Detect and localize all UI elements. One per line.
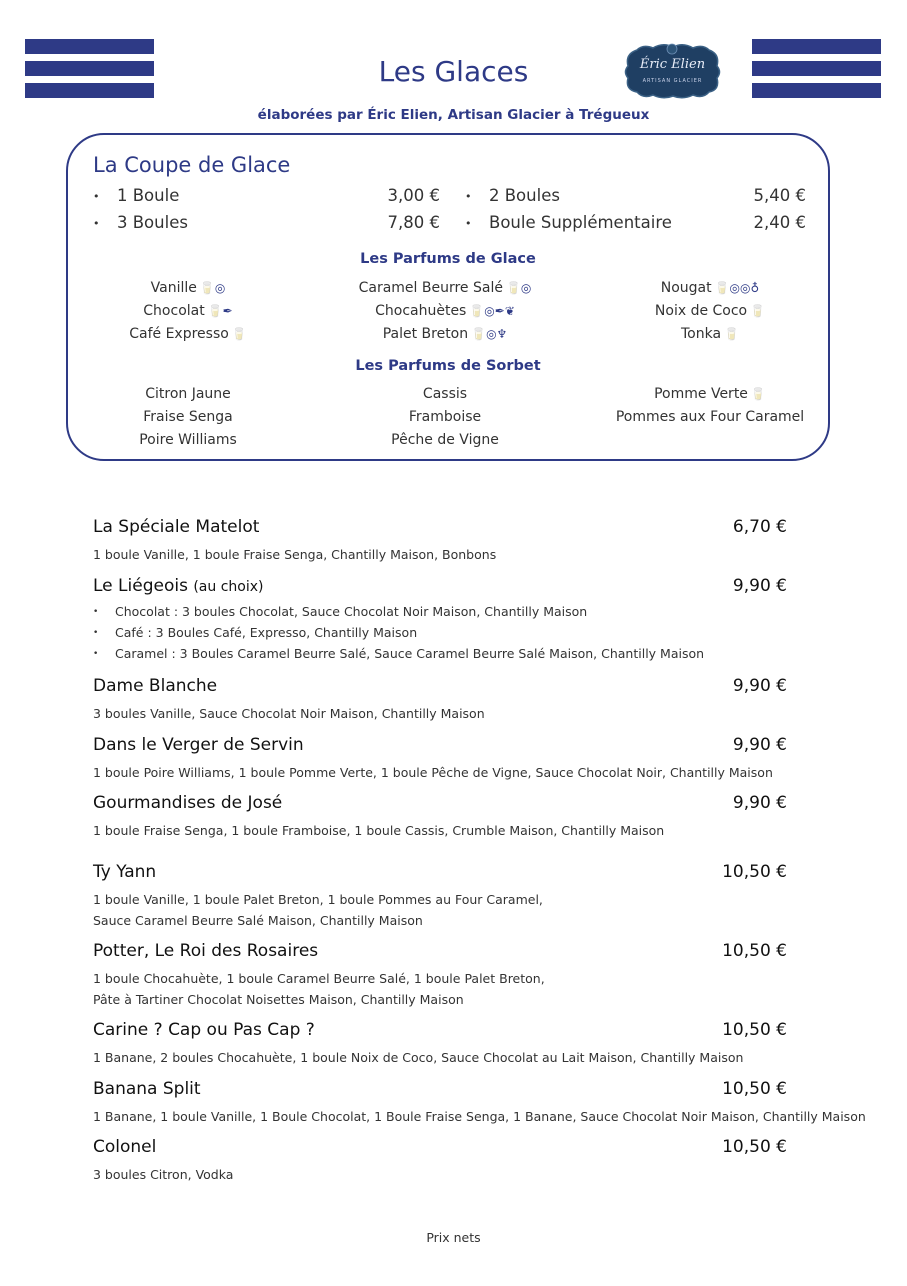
menu-item: Carine ? Cap ou Pas Cap ? 10,50 € 1 Banane, 2 boules Chocahuète, 1 boule Noix de Coco, Sauce Chocolat au Lait Maison, Chantilly Maison (93, 1020, 787, 1065)
item-price: 9,90 € (732, 735, 787, 755)
menu-item: La Spéciale Matelot 6,70 € 1 boule Vanille, 1 boule Fraise Senga, Chantilly Maison, Bonbons (93, 517, 787, 562)
menu-item: Potter, Le Roi des Rosaires 10,50 € 1 boule Chocahuète, 1 boule Caramel Beurre Salé, 1 boule Palet Breton, Pâte à Tartiner Chocolat Noisettes Maison, Chantilly Maison (93, 941, 787, 1007)
flavor-item: Noix de Coco 🥛 (654, 303, 766, 319)
flavor-item: Tonka 🥛 (680, 326, 739, 342)
item-price: 10,50 € (722, 941, 787, 961)
page-title: Les Glaces (378, 55, 529, 88)
sorbet-heading: Les Parfums de Sorbet (355, 358, 541, 374)
list-item: • Café : 3 Boules Café, Expresso, Chantilly Maison (93, 625, 418, 640)
item-price: 10,50 € (722, 1137, 787, 1157)
allergen-icon: 🥛◎✒❦ (469, 304, 515, 318)
flavor-item: Citron Jaune (145, 386, 231, 402)
allergen-icon: 🥛◎♆ (471, 327, 508, 341)
coupe-title: La Coupe de Glace (93, 153, 291, 177)
item-price: 6,70 € (732, 517, 787, 537)
allergen-icon: 🥛 (231, 327, 247, 341)
menu-item: Gourmandises de José 9,90 € 1 boule Fraise Senga, 1 boule Framboise, 1 boule Cassis, Crumble Maison, Chantilly Maison (93, 793, 787, 838)
brand-logo: Éric Elien ARTISAN GLACIER (623, 42, 722, 100)
allergen-icon: 🥛◎◎♁ (714, 281, 760, 295)
flavor-item: Fraise Senga (143, 409, 233, 425)
menu-item: Dans le Verger de Servin 9,90 € 1 boule Poire Williams, 1 boule Pomme Verte, 1 boule Pêche de Vigne, Sauce Chocolat Noir, Chantilly Maison (93, 735, 787, 780)
list-item: • Caramel : 3 Boules Caramel Beurre Salé, Sauce Caramel Beurre Salé Maison, Chantilly Maison (93, 646, 705, 661)
footer-note: Prix nets (426, 1230, 481, 1245)
allergen-icon: 🥛 (750, 304, 766, 318)
item-price: 9,90 € (732, 576, 787, 596)
flavor-item: Caramel Beurre Salé 🥛◎ (358, 280, 532, 296)
allergen-icon: 🥛 (750, 387, 766, 401)
list-item: • Chocolat : 3 boules Chocolat, Sauce Chocolat Noir Maison, Chantilly Maison (93, 604, 588, 619)
flavor-item: Pomme Verte 🥛 (654, 386, 766, 402)
flavor-item: Framboise (408, 409, 482, 425)
item-price: 9,90 € (732, 676, 787, 696)
flavor-item: Nougat 🥛◎◎♁ (660, 280, 760, 296)
menu-item: Le Liégeois (au choix) 9,90 € • Chocolat : 3 boules Chocolat, Sauce Chocolat Noir Maison, Chantilly Maison • Café : 3 Boules Café, Expresso, Chantilly Maison • Caramel : 3 Boules Caramel Beurre Salé, Sauce Caramel Beurre Salé Maison, Chantilly Maison (93, 576, 813, 664)
flavor-item: Pommes aux Four Caramel (615, 409, 805, 425)
item-price: 10,50 € (722, 1079, 787, 1099)
menu-item: Banana Split 10,50 € 1 Banane, 1 boule Vanille, 1 Boule Chocolat, 1 Boule Fraise Senga, 1 Banane, Sauce Chocolat Noir Maison, Chantilly Maison (93, 1079, 866, 1124)
flavor-item: Pêche de Vigne (391, 432, 499, 448)
flavor-item: Palet Breton 🥛◎♆ (382, 326, 508, 342)
flavor-item: Chocolat 🥛✒ (143, 303, 233, 319)
allergen-icon: 🥛 (724, 327, 739, 341)
page-subtitle: élaborées par Éric Elien, Artisan Glacier à Trégueux (257, 107, 650, 123)
allergen-icon: 🥛✒ (207, 304, 233, 318)
glace-heading: Les Parfums de Glace (360, 251, 536, 267)
flavor-item: Cassis (422, 386, 468, 402)
flavor-item: Vanille 🥛◎ (150, 280, 226, 296)
item-price: 9,90 € (732, 793, 787, 813)
menu-item: Dame Blanche 9,90 € 3 boules Vanille, Sauce Chocolat Noir Maison, Chantilly Maison (93, 676, 787, 721)
menu-item: Ty Yann 10,50 € 1 boule Vanille, 1 boule Palet Breton, 1 boule Pommes au Four Caramel, Sauce Caramel Beurre Salé Maison, Chantilly Maison (93, 862, 787, 928)
allergen-icon: 🥛◎ (199, 281, 226, 295)
menu-item: Colonel 10,50 € 3 boules Citron, Vodka (93, 1137, 787, 1182)
flavor-item: Café Expresso 🥛 (129, 326, 247, 342)
item-price: 10,50 € (722, 1020, 787, 1040)
flavor-item: Poire Williams (139, 432, 237, 448)
flavor-item: Chocahuètes 🥛◎✒❦ (375, 303, 515, 319)
allergen-icon: 🥛◎ (505, 281, 532, 295)
item-price: 10,50 € (722, 862, 787, 882)
